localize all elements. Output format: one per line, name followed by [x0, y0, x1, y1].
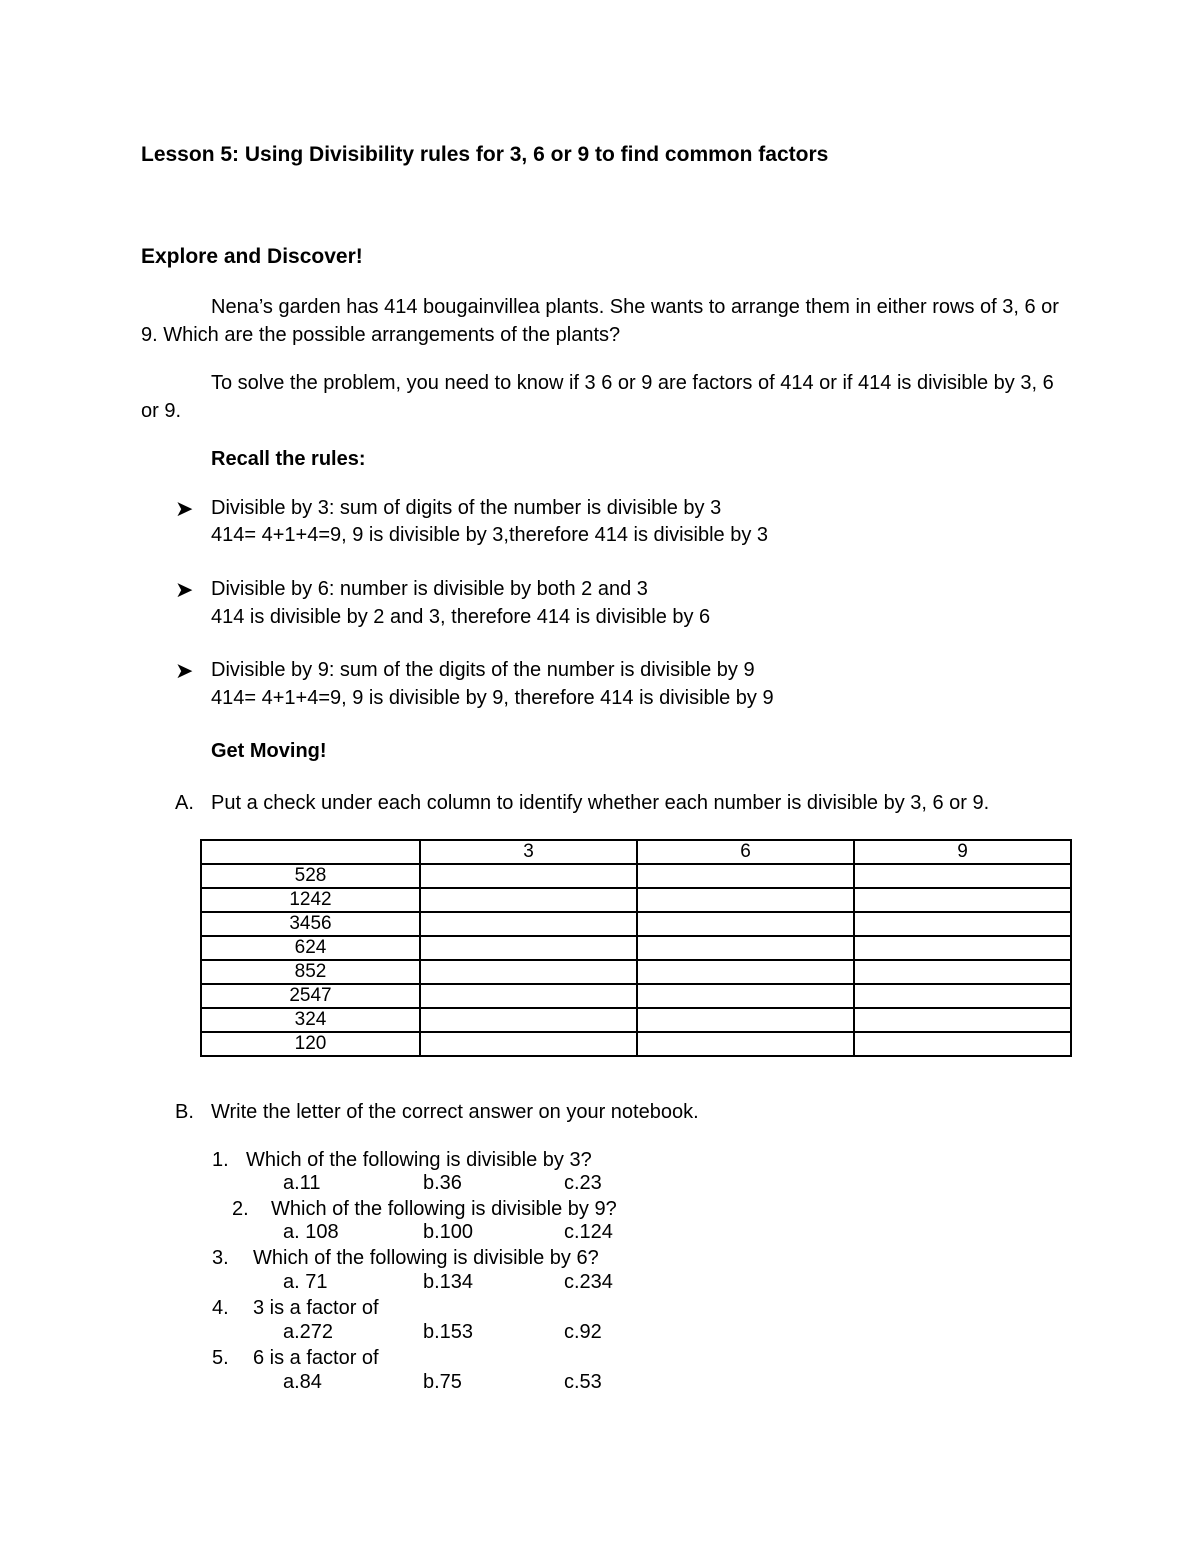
check-cell-3[interactable]: [420, 1032, 637, 1056]
number-cell: 3456: [201, 912, 420, 936]
question-text: 6 is a factor of: [253, 1347, 379, 1369]
question-text: Which of the following is divisible by 3?: [246, 1149, 592, 1171]
check-cell-6[interactable]: [637, 912, 854, 936]
check-cell-3[interactable]: [420, 864, 637, 888]
check-cell-9[interactable]: [854, 1008, 1071, 1032]
number-cell: 852: [201, 960, 420, 984]
number-cell: 1242: [201, 888, 420, 912]
page-title: Lesson 5: Using Divisibility rules for 3, 6 or 9 to find common factors: [141, 143, 829, 166]
check-cell-6[interactable]: [637, 864, 854, 888]
explore-paragraph-2: To solve the problem, you need to know if 3 6 or 9 are factors of 414 or if 414 is divisible by 3, 6 or 9.: [141, 372, 1054, 422]
check-cell-9[interactable]: [854, 888, 1071, 912]
explore-paragraph-1: Nena’s garden has 414 bougainvillea plants. She wants to arrange them in either rows of 3, 6 or 9. Which are the possible arrangements of the plants?: [141, 296, 1059, 346]
explore-heading: Explore and Discover!: [141, 245, 363, 268]
recall-heading: Recall the rules:: [211, 448, 366, 470]
check-cell-9[interactable]: [854, 1032, 1071, 1056]
question-number: 1.: [212, 1149, 229, 1171]
option-b: b.36: [423, 1172, 462, 1194]
table-header-cell: 3: [420, 840, 637, 864]
rule-text: Divisible by 9: sum of the digits of the number is divisible by 9: [211, 659, 755, 681]
check-cell-3[interactable]: [420, 888, 637, 912]
check-cell-9[interactable]: [854, 912, 1071, 936]
divisibility-table: [200, 839, 1072, 1057]
check-cell-9[interactable]: [854, 864, 1071, 888]
rule-text: Divisible by 3: sum of digits of the number is divisible by 3: [211, 497, 722, 519]
check-cell-3[interactable]: [420, 984, 637, 1008]
option-b: b.153: [423, 1321, 474, 1343]
check-cell-6[interactable]: [637, 984, 854, 1008]
question-number: 3.: [212, 1247, 229, 1269]
option-c: c.234: [564, 1271, 613, 1293]
option-a: a.11: [283, 1172, 321, 1194]
table-row: [201, 936, 1071, 960]
option-c: c.92: [564, 1321, 602, 1343]
table-row: [201, 1032, 1071, 1056]
check-cell-6[interactable]: [637, 936, 854, 960]
table-row: [201, 912, 1071, 936]
option-b: b.75: [423, 1371, 462, 1393]
table-row: [201, 888, 1071, 912]
question-text: 3 is a factor of: [253, 1297, 379, 1319]
option-c: c.124: [564, 1221, 613, 1243]
option-b: b.134: [423, 1271, 474, 1293]
question-number: 5.: [212, 1347, 229, 1369]
table-header-cell: [201, 840, 420, 864]
option-a: a.272: [283, 1321, 334, 1343]
option-a: a.84: [283, 1371, 322, 1393]
table-row: [201, 1008, 1071, 1032]
question-number: 4.: [212, 1297, 229, 1319]
rule-text: Divisible by 6: number is divisible by both 2 and 3: [211, 578, 648, 600]
check-cell-9[interactable]: [854, 984, 1071, 1008]
get-moving-heading: Get Moving!: [211, 740, 327, 762]
table-header-cell: 9: [854, 840, 1071, 864]
part-b-letter: B.: [175, 1101, 194, 1123]
arrow-bullet-icon: ➤: [175, 658, 194, 683]
part-a-letter: A.: [175, 792, 194, 814]
option-c: c.53: [564, 1371, 602, 1393]
option-c: c.23: [564, 1172, 602, 1194]
check-cell-6[interactable]: [637, 1008, 854, 1032]
check-cell-3[interactable]: [420, 936, 637, 960]
question-text: Which of the following is divisible by 9?: [271, 1198, 617, 1220]
question-number: 2.: [232, 1198, 249, 1220]
arrow-bullet-icon: ➤: [175, 577, 194, 602]
check-cell-9[interactable]: [854, 936, 1071, 960]
part-a-instruction: Put a check under each column to identify whether each number is divisible by 3, 6 or 9.: [211, 792, 990, 814]
number-cell: 120: [201, 1032, 420, 1056]
number-cell: 2547: [201, 984, 420, 1008]
number-cell: 528: [201, 864, 420, 888]
rule-example: 414= 4+1+4=9, 9 is divisible by 9, therefore 414 is divisible by 9: [211, 687, 774, 709]
rule-example: 414 is divisible by 2 and 3, therefore 414 is divisible by 6: [211, 606, 711, 628]
check-cell-3[interactable]: [420, 960, 637, 984]
rule-example: 414= 4+1+4=9, 9 is divisible by 3,therefore 414 is divisible by 3: [211, 524, 769, 546]
option-b: b.100: [423, 1221, 474, 1243]
number-cell: 324: [201, 1008, 420, 1032]
check-cell-3[interactable]: [420, 1008, 637, 1032]
option-a: a. 108: [283, 1221, 339, 1243]
part-b-instruction: Write the letter of the correct answer on your notebook.: [211, 1101, 699, 1123]
option-a: a. 71: [283, 1271, 328, 1293]
table-row: [201, 864, 1071, 888]
question-text: Which of the following is divisible by 6?: [253, 1247, 599, 1269]
check-cell-6[interactable]: [637, 888, 854, 912]
check-cell-9[interactable]: [854, 960, 1071, 984]
number-cell: 624: [201, 936, 420, 960]
table-row: [201, 984, 1071, 1008]
table-header-cell: 6: [637, 840, 854, 864]
check-cell-6[interactable]: [637, 960, 854, 984]
arrow-bullet-icon: ➤: [175, 496, 194, 521]
table-row: [201, 960, 1071, 984]
check-cell-6[interactable]: [637, 1032, 854, 1056]
table-header-row: [201, 840, 1071, 864]
check-cell-3[interactable]: [420, 912, 637, 936]
